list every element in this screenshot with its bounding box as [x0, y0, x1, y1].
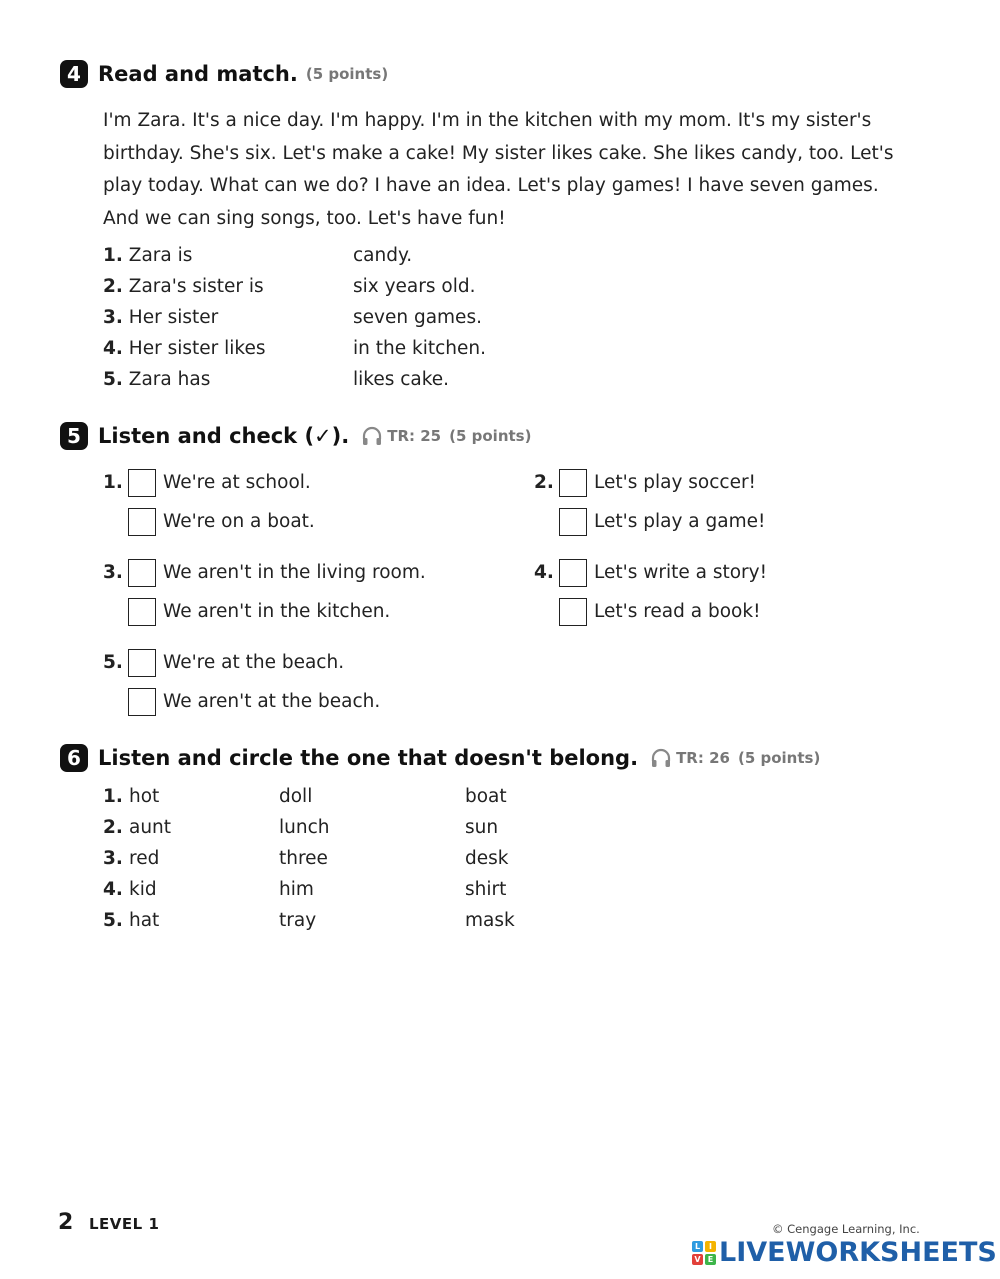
word-choice[interactable]: hot	[129, 786, 160, 807]
option-text: We're at school.	[163, 472, 311, 493]
level-label: LEVEL 1	[89, 1215, 160, 1233]
item-number: 1.	[103, 786, 123, 807]
option-text: We aren't at the beach.	[163, 691, 381, 712]
headphones-icon	[650, 747, 672, 769]
word-choice[interactable]: aunt	[129, 817, 172, 838]
match-left-text: Zara's sister is	[128, 276, 264, 297]
checkbox[interactable]	[559, 508, 587, 536]
item-number: 5.	[103, 369, 123, 390]
checkbox[interactable]	[128, 469, 156, 497]
match-item-right: in the kitchen.	[353, 338, 486, 359]
section-6-header	[60, 744, 820, 772]
paragraph-line: I'm Zara. It's a nice day. I'm happy. I'm in the kitchen with my mom. It's my sister's	[103, 110, 872, 131]
option-text: Let's play a game!	[594, 511, 766, 532]
item-number: 2.	[103, 817, 123, 838]
section-title: Listen and check (✓).	[98, 424, 350, 448]
word-choice[interactable]: mask	[465, 910, 515, 931]
paragraph-line: play today. What can we do? I have an idea. Let's play games! I have seven games.	[103, 175, 879, 196]
liveworksheets-logo[interactable]	[692, 1237, 997, 1268]
section-title: Listen and circle the one that doesn't belong.	[98, 746, 639, 770]
page-number: 2	[58, 1210, 74, 1235]
match-item-right: likes cake.	[353, 369, 450, 390]
section-5-header	[60, 422, 531, 450]
list-item	[103, 910, 123, 931]
item-number: 1.	[103, 472, 123, 493]
reading-paragraph	[103, 105, 923, 235]
checkbox[interactable]	[128, 688, 156, 716]
match-item-left	[103, 276, 264, 297]
word-choice[interactable]: lunch	[279, 817, 330, 838]
item-number: 4.	[534, 562, 554, 583]
option-text: We aren't in the kitchen.	[163, 601, 391, 622]
item-number: 2.	[534, 472, 554, 493]
match-item-left	[103, 307, 218, 328]
section-points: (5 points)	[305, 65, 389, 83]
option-text: We're on a boat.	[163, 511, 315, 532]
word-choice[interactable]: kid	[129, 879, 157, 900]
word-choice[interactable]: shirt	[465, 879, 507, 900]
item-number: 3.	[103, 307, 123, 328]
section-title: Read and match.	[98, 62, 298, 86]
word-choice[interactable]: boat	[465, 786, 507, 807]
word-choice[interactable]: sun	[465, 817, 499, 838]
word-choice[interactable]: doll	[279, 786, 313, 807]
track-label: TR: 25	[387, 427, 442, 445]
checkbox[interactable]	[559, 559, 587, 587]
match-item-right: seven games.	[353, 307, 482, 328]
section-number-badge: 4	[60, 60, 88, 88]
list-item	[103, 817, 123, 838]
match-item-left	[103, 338, 265, 359]
list-item	[103, 879, 123, 900]
match-left-text: Her sister	[128, 307, 219, 328]
track-label: TR: 26	[676, 749, 730, 767]
option-text: We aren't in the living room.	[163, 562, 426, 583]
checkbox[interactable]	[559, 469, 587, 497]
word-choice[interactable]: three	[279, 848, 328, 869]
match-item-left	[103, 369, 210, 390]
item-number: 3.	[103, 562, 123, 583]
item-number: 1.	[103, 245, 123, 266]
section-points: (5 points)	[449, 427, 532, 445]
word-choice[interactable]: hat	[129, 910, 160, 931]
option-text: Let's play soccer!	[594, 472, 756, 493]
match-item-left	[103, 245, 192, 266]
match-item-right: candy.	[353, 245, 413, 266]
item-number: 5.	[103, 652, 123, 673]
word-choice[interactable]: tray	[279, 910, 317, 931]
option-text: Let's read a book!	[594, 601, 761, 622]
list-item	[103, 848, 123, 869]
match-left-text: Zara is	[128, 245, 193, 266]
headphones-icon	[361, 425, 383, 447]
checkbox[interactable]	[128, 598, 156, 626]
section-points: (5 points)	[737, 749, 821, 767]
item-number: 5.	[103, 910, 123, 931]
word-choice[interactable]: red	[129, 848, 160, 869]
checkbox[interactable]	[128, 559, 156, 587]
item-number: 3.	[103, 848, 123, 869]
list-item	[103, 786, 123, 807]
match-left-text: Zara has	[128, 369, 211, 390]
item-number: 4.	[103, 879, 123, 900]
logo-grid-icon: L I V E	[692, 1241, 716, 1265]
section-number-badge: 5	[60, 422, 88, 450]
match-item-right: six years old.	[353, 276, 476, 297]
section-4-header	[60, 60, 388, 88]
section-number-badge: 6	[60, 744, 88, 772]
checkbox[interactable]	[559, 598, 587, 626]
paragraph-line: birthday. She's six. Let's make a cake! My sister likes cake. She likes candy, too. Let's	[103, 142, 894, 164]
brand-name: LIVEWORKSHEETS	[719, 1237, 997, 1268]
checkbox[interactable]	[128, 508, 156, 536]
word-choice[interactable]: him	[279, 879, 314, 900]
copyright-text: © Cengage Learning, Inc.	[772, 1222, 920, 1236]
option-text: We're at the beach.	[163, 652, 345, 673]
paragraph-line: And we can sing songs, too. Let's have fun!	[103, 207, 506, 229]
option-text: Let's write a story!	[594, 562, 768, 583]
checkbox[interactable]	[128, 649, 156, 677]
match-left-text: Her sister likes	[128, 338, 266, 359]
item-number: 2.	[103, 276, 123, 297]
item-number: 4.	[103, 338, 123, 359]
word-choice[interactable]: desk	[465, 848, 509, 869]
